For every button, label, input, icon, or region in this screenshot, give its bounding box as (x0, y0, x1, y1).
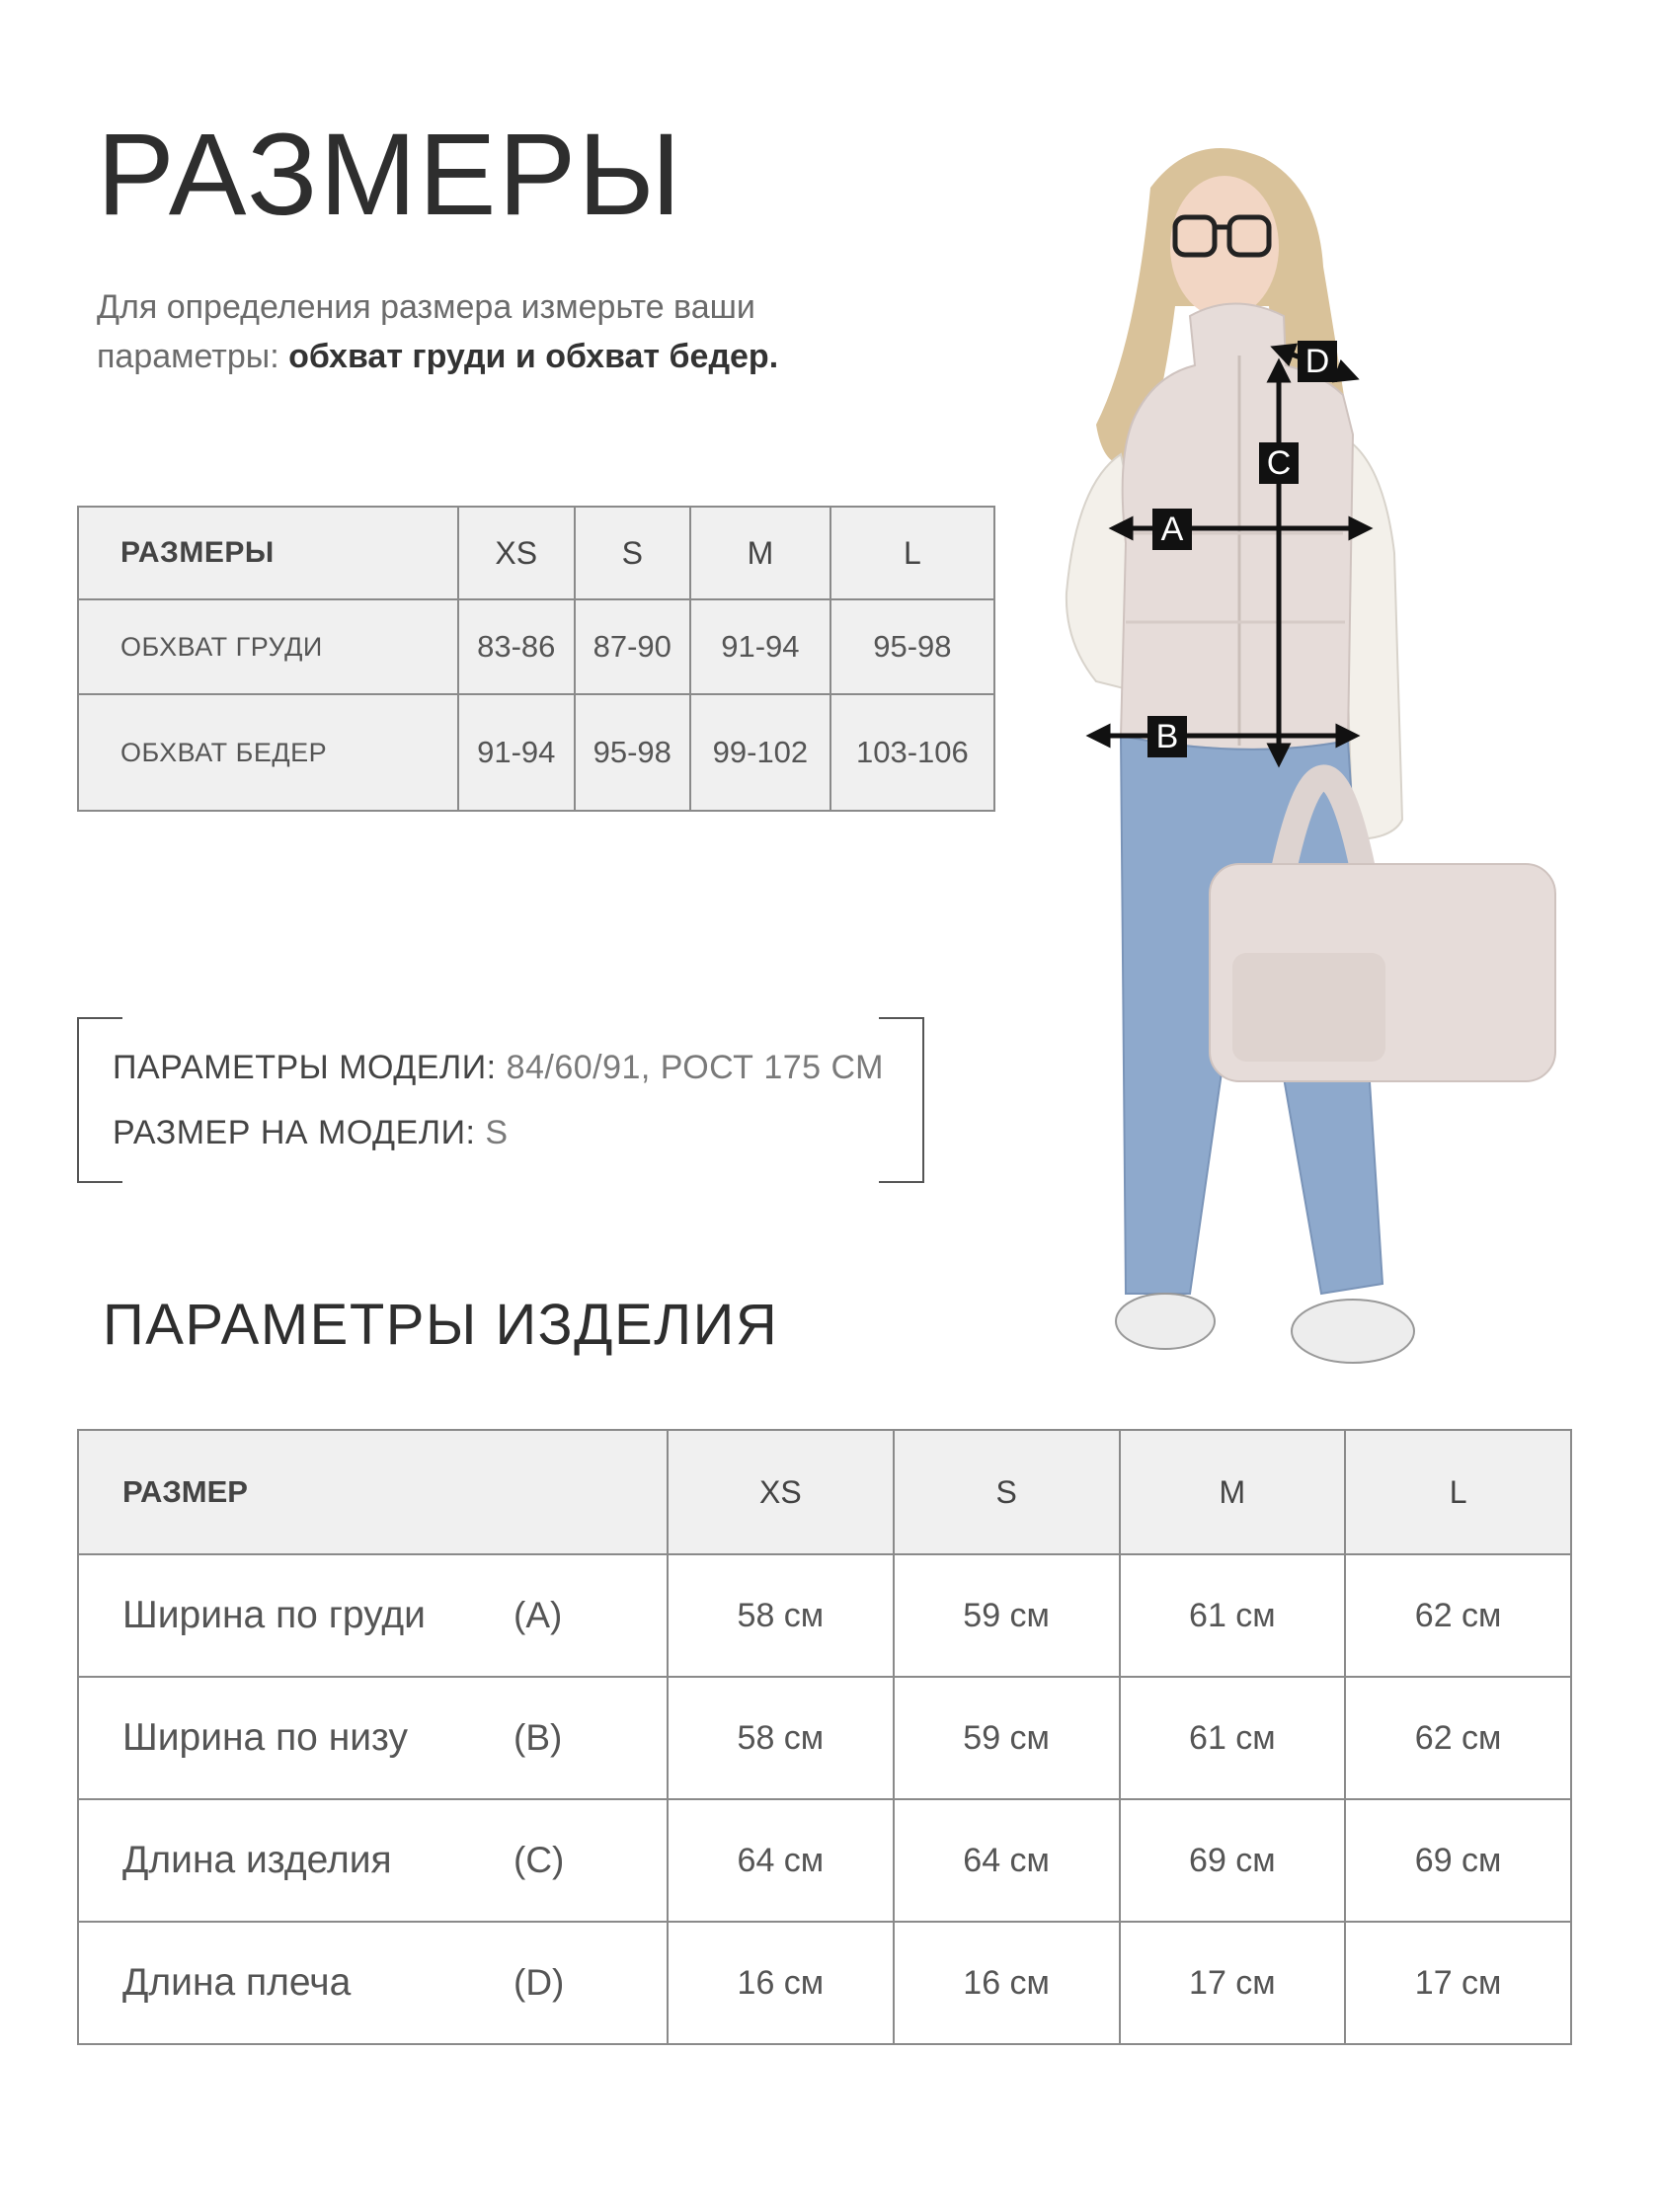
bracket-left (77, 1017, 122, 1183)
table-cell: 87-90 (575, 599, 691, 694)
row-code: (D) (514, 1962, 565, 2003)
page-title: РАЗМЕРЫ (97, 110, 683, 240)
row-label (78, 1922, 668, 2044)
row-label-text: Длина изделия (122, 1839, 392, 1881)
product-table-header-l: L (1345, 1430, 1571, 1554)
model-params-line (113, 1049, 884, 1087)
marker-d-text: D (1304, 343, 1330, 380)
marker-c-text: C (1266, 444, 1292, 482)
table-cell: 61 см (1120, 1554, 1346, 1677)
size-table-header (78, 507, 994, 599)
table-cell: 91-94 (690, 599, 830, 694)
table-cell: 64 см (894, 1799, 1120, 1922)
table-cell: 69 см (1120, 1799, 1346, 1922)
left-shoe (1116, 1294, 1215, 1349)
marker-a-text: A (1160, 511, 1184, 548)
table-cell: 103-106 (830, 694, 994, 811)
right-shoe (1292, 1300, 1414, 1363)
product-table-header (78, 1430, 1571, 1554)
row-label (78, 1677, 668, 1799)
row-label-text: Длина плеча (122, 1961, 352, 2004)
marker-a (1152, 509, 1192, 550)
model-size-value: S (485, 1114, 509, 1151)
table-cell: 62 см (1345, 1554, 1571, 1677)
product-table-header-xs: XS (668, 1430, 894, 1554)
bracket-right (879, 1017, 924, 1183)
table-cell: 17 см (1345, 1922, 1571, 2044)
row-label-text: Ширина по груди (122, 1594, 426, 1636)
row-label: ОБХВАТ ГРУДИ (78, 599, 458, 694)
face-shape (1170, 176, 1279, 318)
table-cell: 91-94 (458, 694, 575, 811)
table-cell: 69 см (1345, 1799, 1571, 1922)
table-cell: 16 см (668, 1922, 894, 2044)
size-table-header-label: РАЗМЕРЫ (78, 507, 458, 599)
size-table (77, 506, 995, 812)
table-row (78, 1677, 1571, 1799)
size-table-header-m: M (690, 507, 830, 599)
intro-text-main: Для определения размера измерьте ваши параметры: (97, 288, 755, 375)
row-label: ОБХВАТ БЕДЕР (78, 694, 458, 811)
table-cell: 95-98 (830, 599, 994, 694)
model-illustration (1027, 128, 1620, 1412)
table-row (78, 694, 994, 811)
marker-d (1298, 341, 1337, 382)
row-code: (A) (514, 1595, 563, 1635)
table-cell: 64 см (668, 1799, 894, 1922)
marker-b (1147, 716, 1187, 757)
table-cell: 99-102 (690, 694, 830, 811)
size-table-header-xs: XS (458, 507, 575, 599)
table-cell: 58 см (668, 1554, 894, 1677)
table-row (78, 1554, 1571, 1677)
table-row (78, 599, 994, 694)
model-params-label: ПАРАМЕТРЫ МОДЕЛИ: (113, 1049, 497, 1086)
table-cell: 58 см (668, 1677, 894, 1799)
size-table-header-l: L (830, 507, 994, 599)
product-table-header-label: РАЗМЕР (78, 1430, 668, 1554)
table-cell: 17 см (1120, 1922, 1346, 2044)
row-code: (B) (514, 1717, 563, 1758)
table-cell: 59 см (894, 1554, 1120, 1677)
product-title: ПАРАМЕТРЫ ИЗДЕЛИЯ (103, 1293, 779, 1357)
model-photo (1027, 128, 1620, 1412)
table-cell: 95-98 (575, 694, 691, 811)
bag-pocket (1232, 953, 1385, 1062)
product-table-header-m: M (1120, 1430, 1346, 1554)
model-size-line (113, 1114, 509, 1152)
row-label-text: Ширина по низу (122, 1716, 408, 1759)
marker-c (1259, 442, 1299, 484)
table-cell: 62 см (1345, 1677, 1571, 1799)
product-table-header-s: S (894, 1430, 1120, 1554)
table-row (78, 1922, 1571, 2044)
intro-text (97, 282, 907, 381)
table-cell: 59 см (894, 1677, 1120, 1799)
table-row (78, 1799, 1571, 1922)
row-code: (C) (514, 1840, 565, 1880)
model-params-value: 84/60/91, РОСТ 175 СМ (506, 1049, 884, 1086)
table-cell: 83-86 (458, 599, 575, 694)
table-cell: 61 см (1120, 1677, 1346, 1799)
row-label (78, 1799, 668, 1922)
row-label (78, 1554, 668, 1677)
size-table-header-s: S (575, 507, 691, 599)
marker-b-text: B (1155, 718, 1179, 755)
table-cell: 16 см (894, 1922, 1120, 2044)
product-table (77, 1429, 1572, 2045)
model-size-label: РАЗМЕР НА МОДЕЛИ: (113, 1114, 476, 1151)
model-info-box (77, 1017, 924, 1179)
intro-text-bold: обхват груди и обхват бедер. (288, 338, 779, 375)
